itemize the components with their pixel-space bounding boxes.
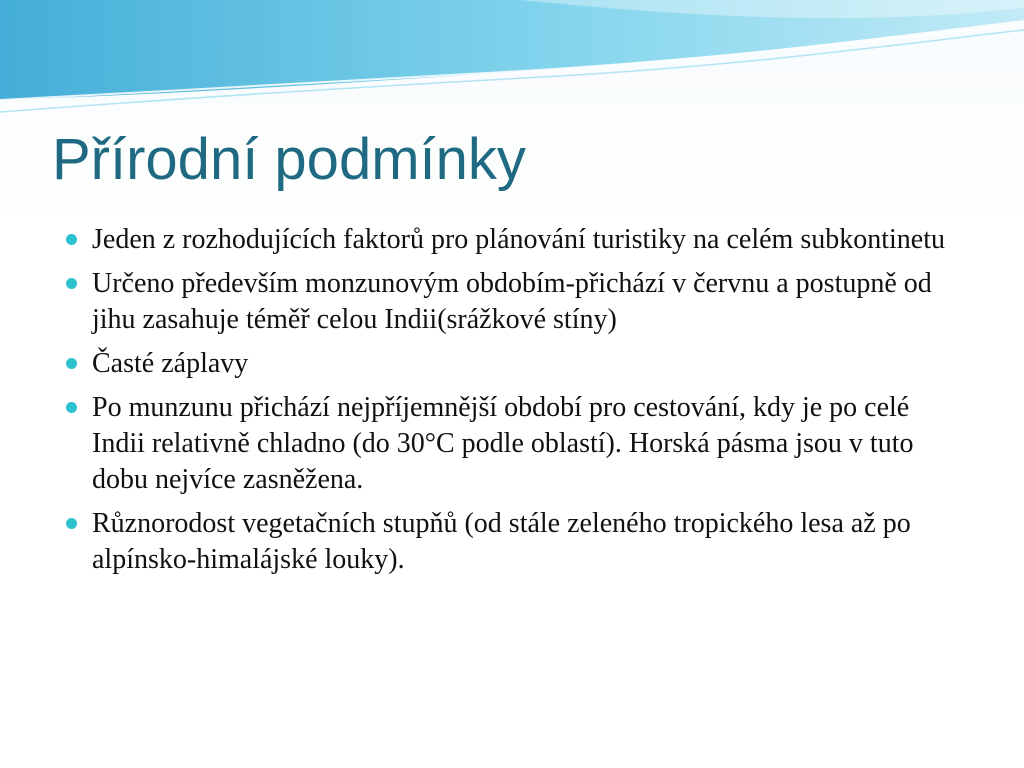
bullet-dot-icon (66, 358, 77, 369)
bullet-dot-icon (66, 234, 77, 245)
page-title: Přírodní podmínky (52, 127, 526, 192)
bullet-list (64, 222, 964, 586)
bullet-text: Časté záplavy (92, 348, 249, 379)
bullet-text: Po munzunu přichází nejpříjemnější období pro cestování, kdy je po celé Indii relativně chladno (do 30°C podle oblastí). Horská pásma jsou v tuto dobu nejvíce zasněžena. (92, 392, 914, 495)
list-item (64, 346, 964, 382)
bullet-text: Určeno především monzunovým obdobím-přichází v červnu a postupně od jihu zasahuje téměř celou Indii(srážkové stíny) (92, 268, 932, 335)
list-item (64, 222, 964, 258)
bullet-dot-icon (66, 402, 77, 413)
list-item (64, 390, 964, 498)
bullet-dot-icon (66, 278, 77, 289)
list-item (64, 266, 964, 338)
bullet-dot-icon (66, 518, 77, 529)
bullet-text: Jeden z rozhodujících faktorů pro plánování turistiky na celém subkontinetu (92, 224, 945, 255)
list-item (64, 506, 964, 578)
decorative-wave-header (0, 0, 1024, 120)
bullet-text: Různorodost vegetačních stupňů (od stále zeleného tropického lesa až po alpínsko-himalájské louky). (92, 508, 911, 575)
